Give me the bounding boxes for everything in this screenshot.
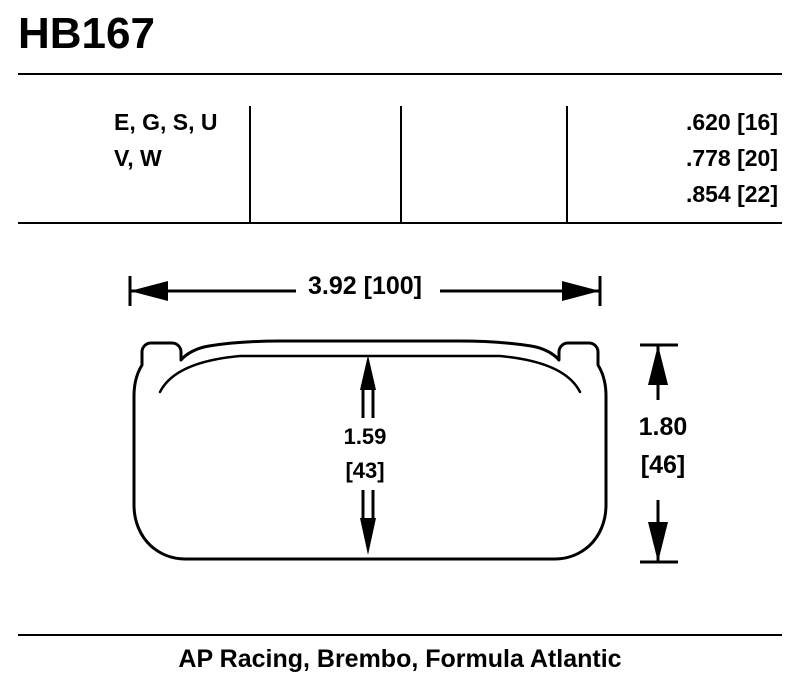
arrow-up-icon	[648, 345, 668, 385]
compound-codes-line-1: E, G, S, U	[114, 109, 218, 135]
width-dimension-label: 3.92 [100]	[308, 272, 422, 300]
applications-label: AP Racing, Brembo, Formula Atlantic	[178, 645, 622, 673]
height-dimension-inches: 1.80	[638, 413, 688, 441]
arrow-down-icon	[648, 522, 668, 562]
page-title: HB167	[18, 9, 155, 58]
thickness-row: .620 [16]	[685, 109, 778, 135]
inner-dimension-inches: 1.59	[343, 424, 387, 449]
height-dimension-line	[640, 345, 678, 562]
thickness-row: .854 [22]	[685, 181, 778, 207]
thickness-row: .778 [20]	[685, 145, 778, 171]
compound-codes-line-2: V, W	[114, 145, 162, 171]
inner-dimension-mm: [43]	[345, 458, 385, 483]
arrow-right-icon	[562, 281, 600, 301]
arrow-up-icon	[360, 355, 376, 390]
inner-dimension-line	[360, 355, 376, 555]
height-dimension-mm: [46]	[640, 451, 686, 479]
arrow-left-icon	[130, 281, 168, 301]
arrow-down-icon	[360, 518, 376, 555]
width-dimension-line	[130, 276, 600, 306]
